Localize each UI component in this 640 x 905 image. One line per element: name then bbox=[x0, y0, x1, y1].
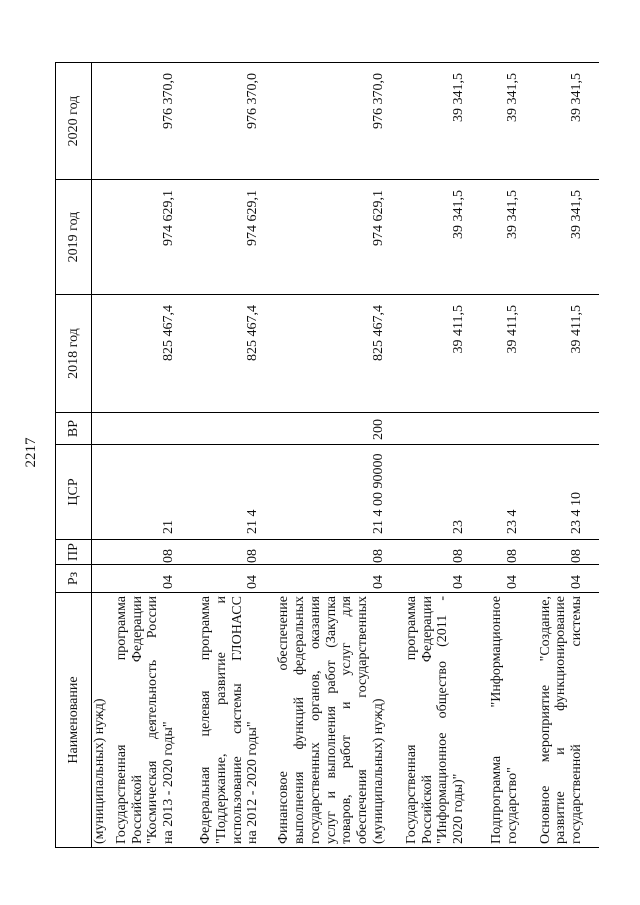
rz-cell bbox=[92, 565, 108, 593]
name-cell bbox=[387, 593, 467, 848]
name-cell bbox=[467, 593, 521, 848]
csr-cell: 23 4 bbox=[467, 445, 521, 540]
name-cell bbox=[261, 593, 387, 848]
name-cell bbox=[177, 593, 261, 848]
name-line: (муниципальных) нужд) bbox=[370, 698, 386, 844]
table-row bbox=[387, 63, 467, 848]
value-2018-cell: 39 411,5 bbox=[521, 295, 599, 413]
value-2020-cell: 976 370,0 bbox=[108, 63, 177, 180]
rz-cell: 04 bbox=[467, 565, 521, 593]
pr-cell bbox=[92, 540, 108, 565]
name-line: Российской Федерации bbox=[129, 596, 145, 844]
value-2018-cell bbox=[92, 295, 108, 413]
header-pr: ПР bbox=[56, 540, 92, 565]
pr-cell: 08 bbox=[387, 540, 467, 565]
value-2018-cell: 825 467,4 bbox=[177, 295, 261, 413]
name-line: "Информационное общество (2011 - bbox=[435, 596, 451, 844]
header-vr: ВР bbox=[56, 413, 92, 445]
name-line: на 2012 - 2020 годы" bbox=[245, 721, 261, 844]
header-rz: Рз bbox=[56, 565, 92, 593]
name-line: "Поддержание, развитие и bbox=[213, 596, 229, 844]
pr-cell: 08 bbox=[521, 540, 599, 565]
name-line: товаров, работ и услуг для bbox=[339, 596, 355, 844]
header-csr: ЦСР bbox=[56, 445, 92, 540]
name-line: Государственная программа bbox=[113, 596, 129, 844]
table-row bbox=[521, 63, 599, 848]
vr-cell bbox=[177, 413, 261, 445]
vr-cell bbox=[387, 413, 467, 445]
value-2019-cell: 39 341,5 bbox=[467, 180, 521, 295]
page-number: 2217 bbox=[23, 437, 39, 468]
rz-cell: 04 bbox=[521, 565, 599, 593]
rz-cell: 04 bbox=[261, 565, 387, 593]
table-row bbox=[177, 63, 261, 848]
table-header bbox=[56, 63, 92, 848]
name-line: Основное мероприятие "Создание, bbox=[537, 596, 553, 844]
table-body bbox=[92, 63, 599, 848]
header-row bbox=[56, 63, 92, 848]
table-row bbox=[261, 63, 387, 848]
header-name: Наименование bbox=[56, 593, 92, 848]
name-line: развитие и функционирование bbox=[553, 596, 569, 844]
rz-cell: 04 bbox=[387, 565, 467, 593]
value-2019-cell bbox=[92, 180, 108, 295]
budget-table bbox=[55, 62, 599, 848]
header-2018: 2018 год bbox=[56, 295, 92, 413]
name-line: "Космическая деятельность России bbox=[145, 596, 161, 844]
value-2018-cell: 39 411,5 bbox=[387, 295, 467, 413]
name-line: Российской Федерации bbox=[419, 596, 435, 844]
rz-cell: 04 bbox=[108, 565, 177, 593]
value-2019-cell: 39 341,5 bbox=[387, 180, 467, 295]
header-2019: 2019 год bbox=[56, 180, 92, 295]
name-line: государственных органов, оказания bbox=[307, 596, 323, 844]
name-cell bbox=[92, 593, 108, 848]
header-2020: 2020 год bbox=[56, 63, 92, 180]
name-line: Подпрограмма "Информационное bbox=[488, 596, 504, 844]
csr-cell bbox=[92, 445, 108, 540]
value-2020-cell: 976 370,0 bbox=[177, 63, 261, 180]
vr-cell bbox=[92, 413, 108, 445]
table-row bbox=[467, 63, 521, 848]
vr-cell bbox=[467, 413, 521, 445]
value-2020-cell: 976 370,0 bbox=[261, 63, 387, 180]
name-line: 2020 годы)" bbox=[451, 773, 467, 844]
name-line: государство" bbox=[504, 767, 520, 844]
vr-cell: 200 bbox=[261, 413, 387, 445]
csr-cell: 21 4 bbox=[177, 445, 261, 540]
name-line: на 2013 - 2020 годы" bbox=[161, 721, 177, 844]
value-2019-cell: 974 629,1 bbox=[261, 180, 387, 295]
vr-cell bbox=[521, 413, 599, 445]
table-row bbox=[92, 63, 108, 848]
name-line: выполнения функций федеральных bbox=[291, 596, 307, 844]
name-cell bbox=[108, 593, 177, 848]
name-cell bbox=[521, 593, 599, 848]
name-line: Финансовое обеспечение bbox=[276, 596, 292, 844]
name-line: использование системы ГЛОНАСС bbox=[229, 596, 245, 844]
name-line: Федеральная целевая программа bbox=[197, 596, 213, 844]
table-row bbox=[108, 63, 177, 848]
csr-cell: 23 4 10 bbox=[521, 445, 599, 540]
vr-cell bbox=[108, 413, 177, 445]
value-2018-cell: 825 467,4 bbox=[108, 295, 177, 413]
value-2019-cell: 39 341,5 bbox=[521, 180, 599, 295]
pr-cell: 08 bbox=[177, 540, 261, 565]
value-2020-cell: 39 341,5 bbox=[387, 63, 467, 180]
csr-cell: 23 bbox=[387, 445, 467, 540]
name-line: услуг и выполнения работ (Закупка bbox=[323, 596, 339, 844]
value-2019-cell: 974 629,1 bbox=[177, 180, 261, 295]
value-2020-cell: 39 341,5 bbox=[521, 63, 599, 180]
csr-cell: 21 bbox=[108, 445, 177, 540]
value-2018-cell: 39 411,5 bbox=[467, 295, 521, 413]
value-2019-cell: 974 629,1 bbox=[108, 180, 177, 295]
pr-cell: 08 bbox=[467, 540, 521, 565]
pr-cell: 08 bbox=[108, 540, 177, 565]
csr-cell: 21 4 00 90000 bbox=[261, 445, 387, 540]
pr-cell: 08 bbox=[261, 540, 387, 565]
rz-cell: 04 bbox=[177, 565, 261, 593]
value-2020-cell: 39 341,5 bbox=[467, 63, 521, 180]
name-line: Государственная программа bbox=[403, 596, 419, 844]
name-line: государственной системы bbox=[569, 596, 585, 844]
value-2020-cell bbox=[92, 63, 108, 180]
value-2018-cell: 825 467,4 bbox=[261, 295, 387, 413]
name-line: (муниципальных) нужд) bbox=[92, 698, 107, 844]
name-line: обеспечения государственных bbox=[355, 596, 371, 844]
